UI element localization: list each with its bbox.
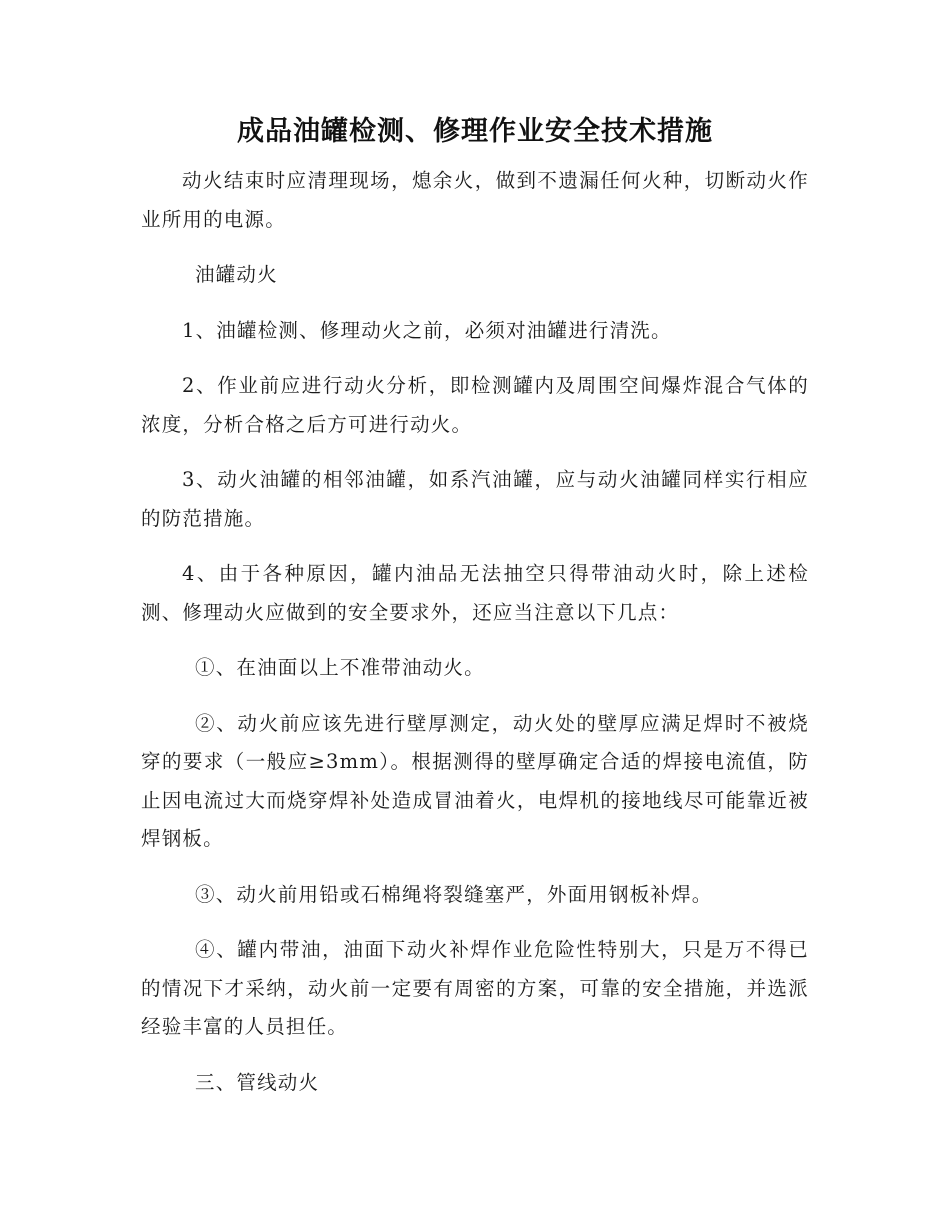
- paragraph-fire-end: 动火结束时应清理现场，熄余火，做到不遗漏任何火种，切断动火作业所用的电源。: [141, 169, 809, 231]
- document-title: 成品油罐检测、修理作业安全技术措施: [237, 116, 713, 147]
- paragraph-subitem-3: ③、动火前用铅或石棉绳将裂缝塞严，外面用钢板补焊。: [195, 882, 713, 906]
- paragraph-subitem-2: ②、动火前应该先进行壁厚测定，动火处的壁厚应满足焊时不被烧穿的要求（一般应≥3mm）。根据测得的壁厚确定合适的焊接电流值，防止因电流过大而烧穿焊补处造成冒油着火，电焊机的接地线尽可能靠近被焊钢板。: [141, 711, 809, 850]
- paragraph-item-3: 3、动火油罐的相邻油罐，如系汽油罐，应与动火油罐同样实行相应的防范措施。: [141, 468, 809, 530]
- section-heading-pipeline-fire: 三、管线动火: [195, 1070, 320, 1094]
- paragraph-item-4: 4、由于各种原因，罐内油品无法抽空只得带油动火时，除上述检测、修理动火应做到的安全要求外，还应当注意以下几点：: [141, 562, 809, 624]
- paragraph-subitem-1: ①、在油面以上不准带油动火。: [195, 656, 485, 679]
- section-heading-tank-fire: 油罐动火: [195, 263, 278, 286]
- paragraph-item-1: 1、油罐检测、修理动火之前，必须对油罐进行清洗。: [182, 318, 672, 342]
- paragraph-subitem-4: ④、罐内带油，油面下动火补焊作业危险性特别大，只是万不得已的情况下才采纳，动火前一定要有周密的方案，可靠的安全措施，并选派经验丰富的人员担任。: [141, 938, 809, 1038]
- document-body: [141, 162, 809, 1119]
- paragraph-item-2: 2、作业前应进行动火分析，即检测罐内及周围空间爆炸混合气体的浓度，分析合格之后方可进行动火。: [141, 374, 809, 436]
